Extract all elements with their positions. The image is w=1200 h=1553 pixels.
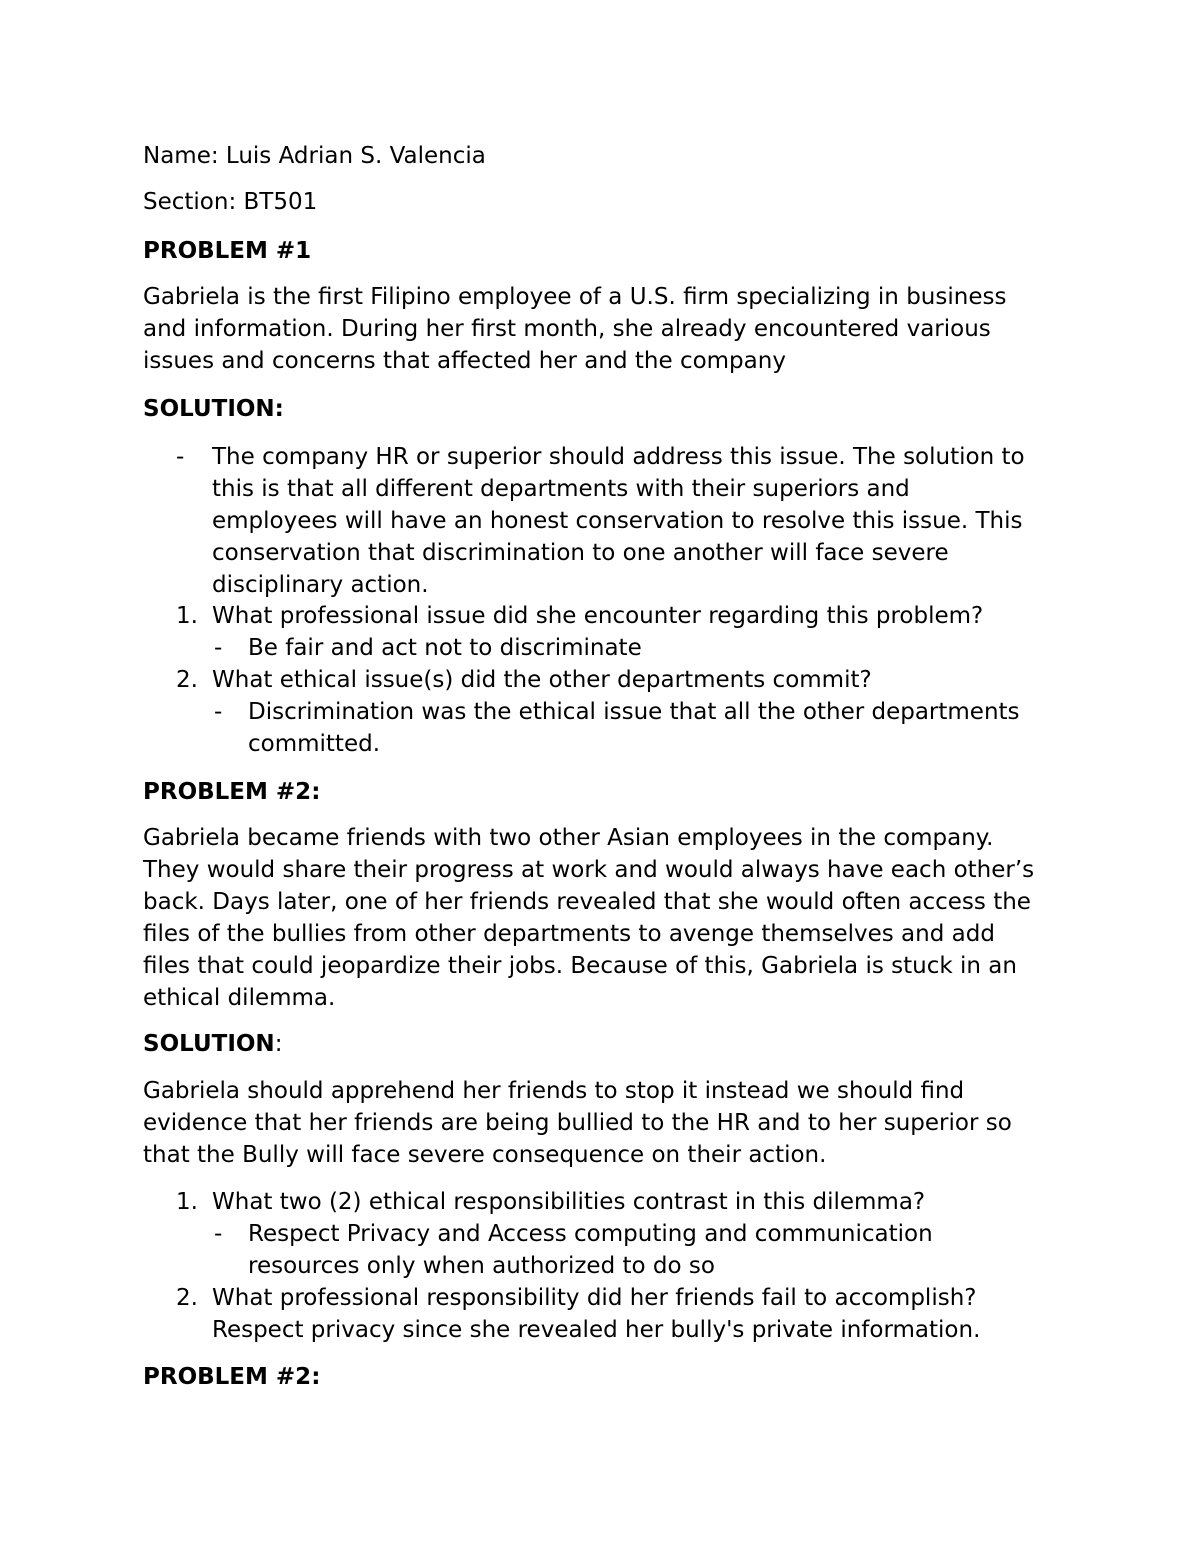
problem-2-text-line: files that could jeopardize their jobs. Because of this, Gabriela is stuck in an bbox=[143, 953, 1017, 979]
answer-text: Be fair and act not to discriminate bbox=[248, 635, 642, 661]
answer-text: resources only when authorized to do so bbox=[248, 1253, 715, 1279]
question-number: 2. bbox=[176, 667, 198, 693]
solution-line: The company HR or superior should address this issue. The solution to bbox=[212, 444, 1025, 470]
question-text: Respect privacy since she revealed her bully's private information. bbox=[212, 1317, 981, 1343]
student-section: Section: BT501 bbox=[143, 189, 318, 215]
answer-text: committed. bbox=[248, 731, 381, 757]
answer-bullet: - bbox=[214, 635, 223, 661]
problem-1-text-line: issues and concerns that affected her and the company bbox=[143, 348, 786, 374]
problem-2-heading: PROBLEM #2: bbox=[143, 779, 321, 805]
solution-line: disciplinary action. bbox=[212, 572, 429, 598]
question-text: What professional issue did she encounter regarding this problem? bbox=[212, 603, 984, 629]
problem-2-solution-line: Gabriela should apprehend her friends to stop it instead we should find bbox=[143, 1078, 965, 1104]
question-number: 1. bbox=[176, 603, 198, 629]
solution-line: employees will have an honest conservation to resolve this issue. This bbox=[212, 508, 1023, 534]
problem-2-text-line: ethical dilemma. bbox=[143, 985, 336, 1011]
solution-heading-text: SOLUTION bbox=[143, 1031, 275, 1057]
answer-bullet: - bbox=[214, 1221, 223, 1247]
problem-1-heading: PROBLEM #1 bbox=[143, 238, 312, 264]
problem-1-text-line: Gabriela is the first Filipino employee of a U.S. firm specializing in business bbox=[143, 284, 1007, 310]
problem-2-solution-line: evidence that her friends are being bullied to the HR and to her superior so bbox=[143, 1110, 1012, 1136]
solution-bullet: - bbox=[176, 444, 185, 470]
problem-2-solution-heading bbox=[143, 1028, 282, 1060]
problem-1-text-line: and information. During her first month, she already encountered various bbox=[143, 316, 991, 342]
student-name: Name: Luis Adrian S. Valencia bbox=[143, 143, 486, 169]
solution-line: conservation that discrimination to one another will face severe bbox=[212, 540, 949, 566]
problem-2-text-line: files of the bullies from other departments to avenge themselves and add bbox=[143, 921, 995, 947]
problem-2-text-line: They would share their progress at work and would always have each other’s bbox=[143, 857, 1035, 883]
question-text: What two (2) ethical responsibilities contrast in this dilemma? bbox=[212, 1189, 926, 1215]
problem-1-solution-heading: SOLUTION: bbox=[143, 396, 284, 422]
problem-3-heading: PROBLEM #2: bbox=[143, 1364, 321, 1390]
problem-2-solution-line: that the Bully will face severe consequence on their action. bbox=[143, 1142, 827, 1168]
question-number: 1. bbox=[176, 1189, 198, 1215]
answer-text: Respect Privacy and Access computing and communication bbox=[248, 1221, 933, 1247]
solution-heading-colon: : bbox=[274, 1031, 283, 1057]
question-number: 2. bbox=[176, 1285, 198, 1311]
problem-2-text-line: Gabriela became friends with two other Asian employees in the company. bbox=[143, 825, 994, 851]
answer-text: Discrimination was the ethical issue that all the other departments bbox=[248, 699, 1020, 725]
problem-2-text-line: back. Days later, one of her friends revealed that she would often access the bbox=[143, 889, 1031, 915]
solution-line: this is that all different departments with their superiors and bbox=[212, 476, 910, 502]
question-text: What professional responsibility did her friends fail to accomplish? bbox=[212, 1285, 977, 1311]
answer-bullet: - bbox=[214, 699, 223, 725]
question-text: What ethical issue(s) did the other departments commit? bbox=[212, 667, 872, 693]
